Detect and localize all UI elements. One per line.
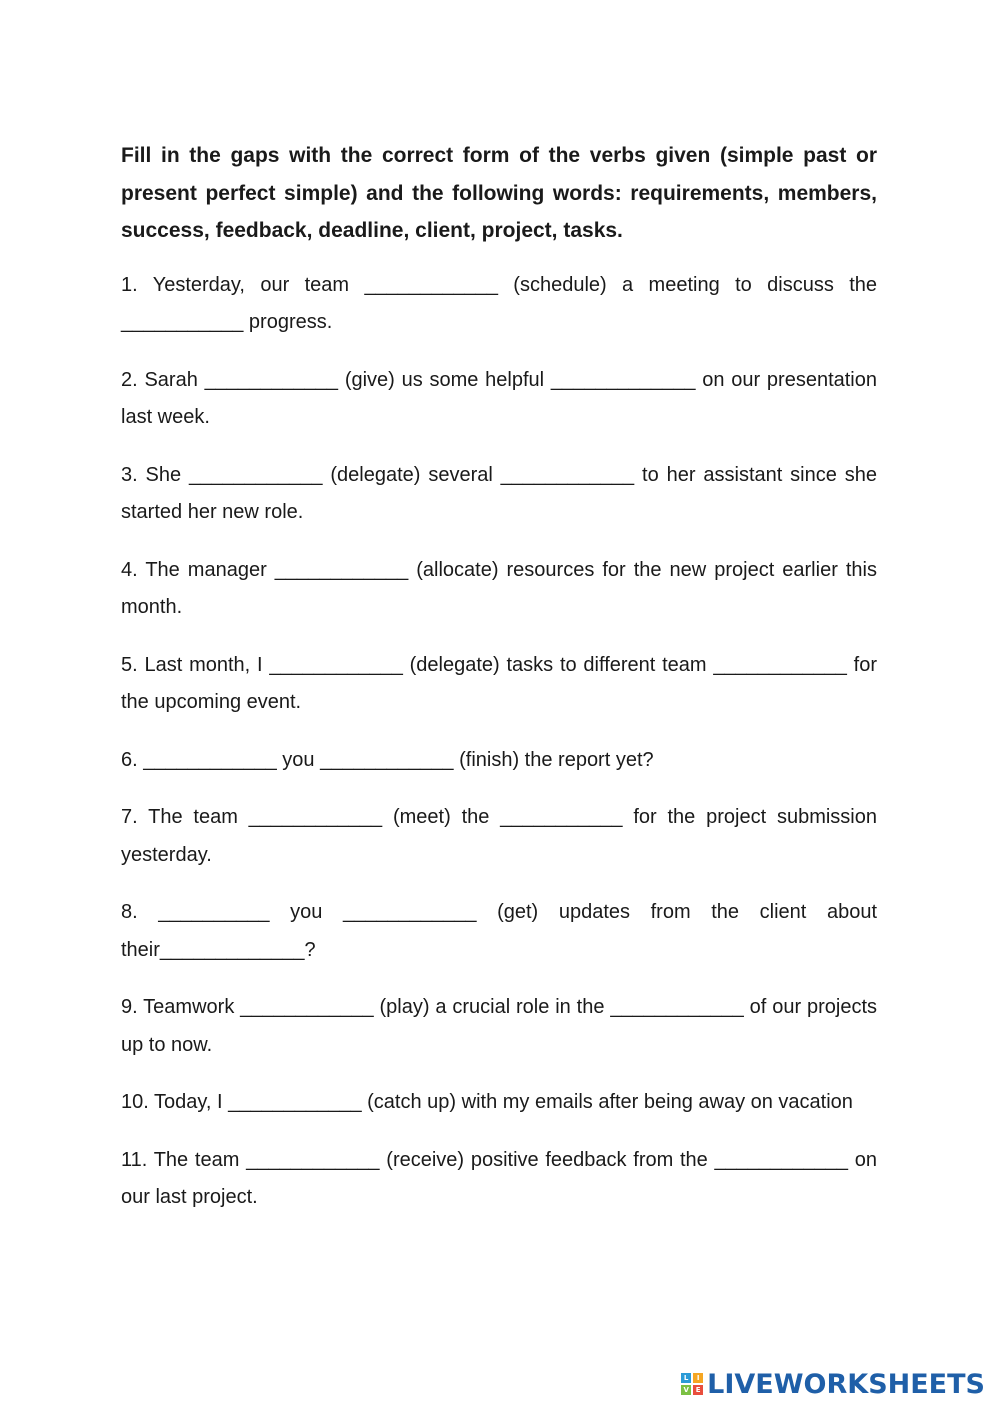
exercise-item-9: 9. Teamwork ____________ (play) a crucial role in the ____________ of our projects up to now. xyxy=(121,996,877,1056)
exercise-item-2: 2. Sarah ____________ (give) us some helpful _____________ on our presentation last week. xyxy=(121,368,877,428)
exercise-item-3: 3. She ____________ (delegate) several ____________ to her assistant since she started her new role. xyxy=(121,463,877,523)
instructions-text: Fill in the gaps with the correct form of the verbs given (simple past or present perfect simple) and the following words: requirements, members, success, feedback, deadline, client, project, tasks. xyxy=(121,144,877,242)
exercise-item-8: 8. __________ you ____________ (get) updates from the client about their_____________? xyxy=(121,901,877,961)
logo-square-l: L xyxy=(681,1373,691,1383)
logo-square-v: V xyxy=(681,1385,691,1395)
logo-square-e: E xyxy=(693,1385,703,1395)
exercise-item-4: 4. The manager ____________ (allocate) resources for the new project earlier this month. xyxy=(121,558,877,618)
exercise-item-10: 10. Today, I ____________ (catch up) with my emails after being away on vacation xyxy=(121,1091,853,1113)
exercise-item-1: 1. Yesterday, our team ____________ (schedule) a meeting to discuss the ___________ progress. xyxy=(121,273,877,333)
exercise-item-11: 11. The team ____________ (receive) positive feedback from the ____________ on our last project. xyxy=(121,1148,877,1208)
logo-square-i: I xyxy=(693,1373,703,1383)
exercise-list xyxy=(121,267,877,1217)
exercise-item-7: 7. The team ____________ (meet) the ___________ for the project submission yesterday. xyxy=(121,806,877,866)
logo-mark-icon xyxy=(681,1373,703,1395)
liveworksheets-logo xyxy=(681,1368,985,1400)
logo-wordmark: LIVEWORKSHEETS xyxy=(707,1368,985,1400)
exercise-item-5: 5. Last month, I ____________ (delegate) tasks to different team ____________ for the upcoming event. xyxy=(121,653,877,713)
worksheet-page xyxy=(121,137,877,1217)
exercise-item-6: 6. ____________ you ____________ (finish) the report yet? xyxy=(121,748,654,771)
